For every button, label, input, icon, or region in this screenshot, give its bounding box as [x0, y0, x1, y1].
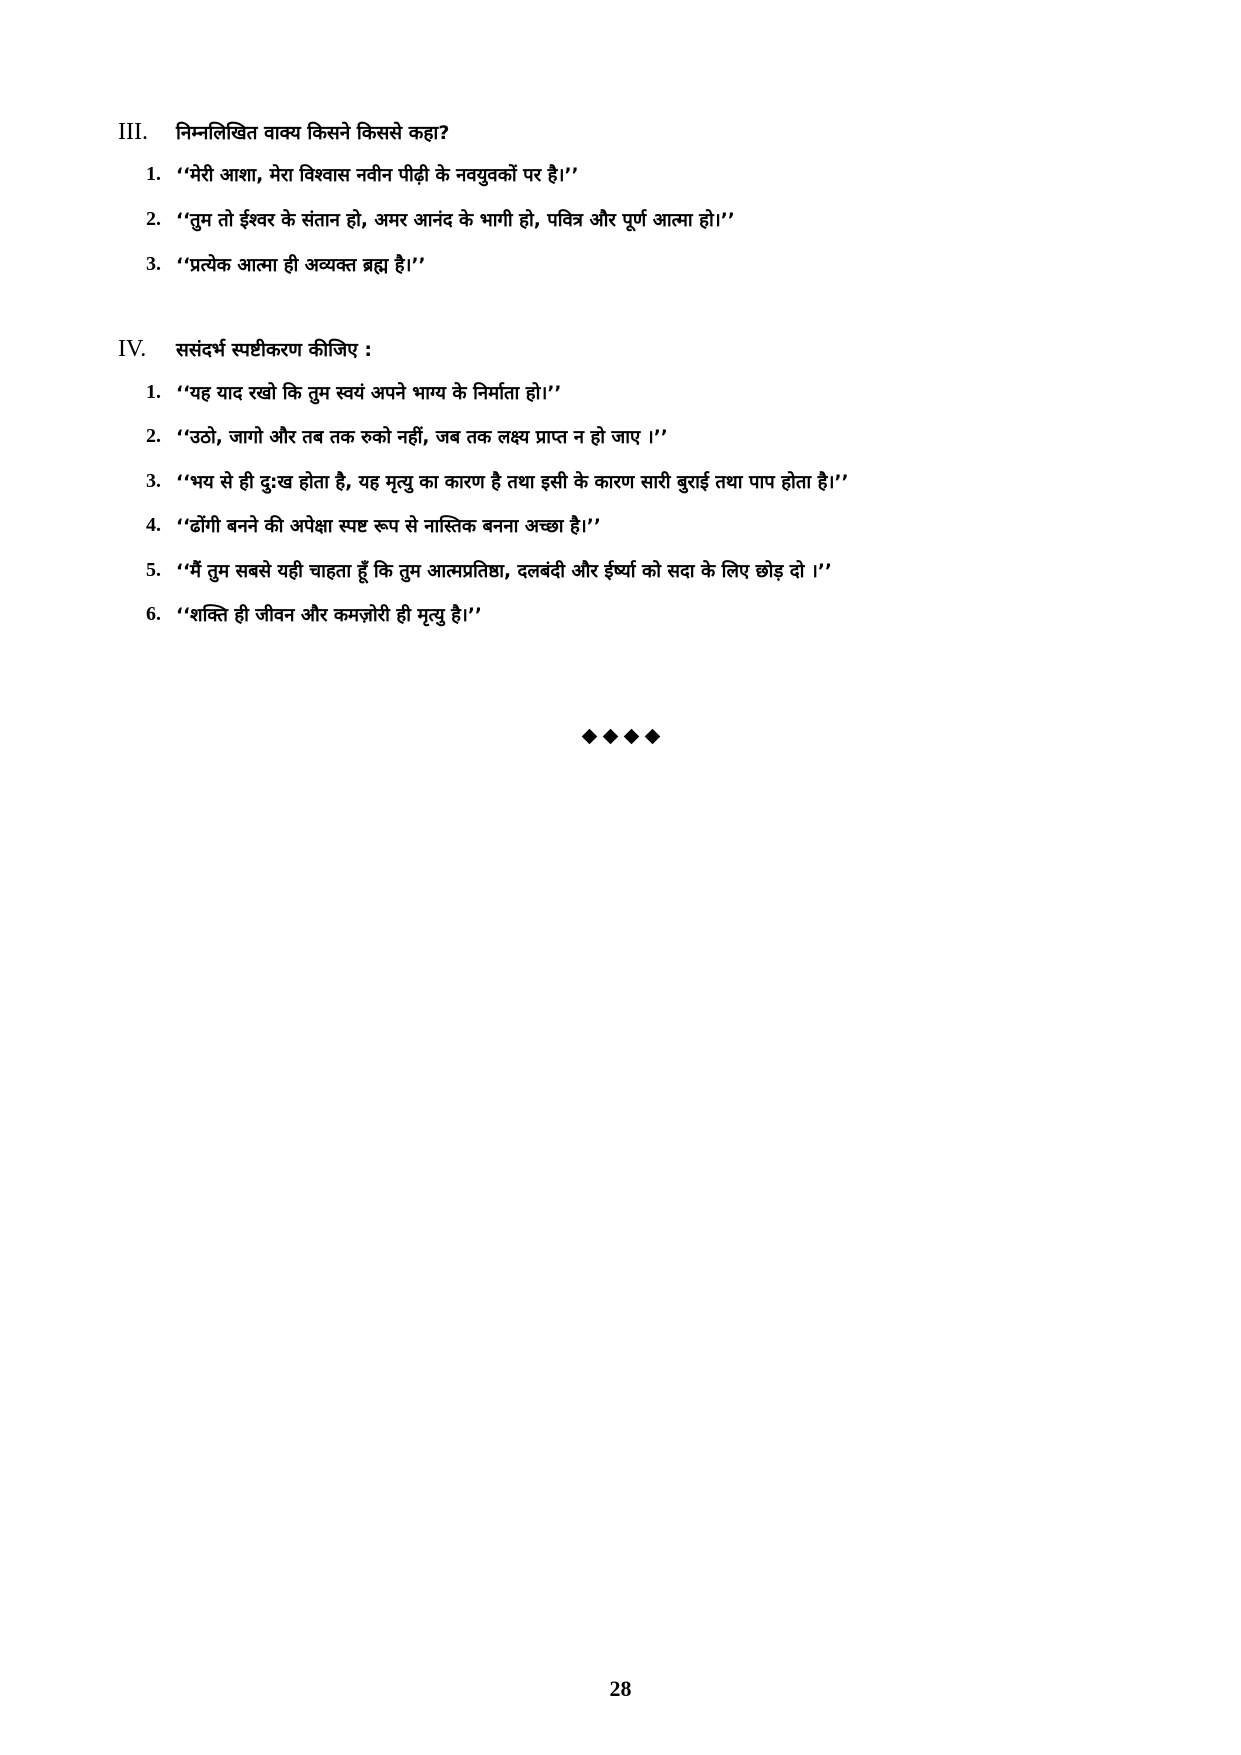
section-4-question — [146, 594, 482, 634]
section-3-question — [146, 244, 426, 284]
section-4-title: ससंदर्भ स्पष्टीकरण कीजिए : — [176, 339, 372, 361]
section-4-heading — [118, 329, 372, 369]
section-4-question — [146, 461, 849, 501]
question-text: ‘‘यह याद रखो कि तुम स्वयं अपने भाग्य के निर्माता हो।’’ — [176, 382, 562, 404]
question-number: 2. — [146, 207, 161, 230]
question-text: ‘‘शक्ति ही जीवन और कमज़ोरी ही मृत्यु है।’’ — [176, 604, 482, 626]
diamond-icon — [581, 729, 597, 745]
question-text: ‘‘मेरी आशा, मेरा विश्वास नवीन पीढ़ी के नवयुवकों पर है।’’ — [176, 164, 579, 186]
section-4-roman-numeral: IV. — [118, 335, 147, 362]
section-4-question — [146, 372, 561, 412]
section-3-heading — [118, 112, 449, 152]
section-3-question — [146, 199, 735, 239]
section-3-roman-numeral: III. — [118, 118, 148, 145]
question-number: 2. — [146, 424, 161, 447]
question-text: ‘‘उठो, जागो और तब तक रुको नहीं, जब तक लक्ष्य प्राप्त न हो जाए ।’’ — [176, 426, 668, 448]
question-number: 3. — [146, 469, 161, 492]
diamond-icon — [644, 729, 660, 745]
question-text: ‘‘ढोंगी बनने की अपेक्षा स्पष्ट रूप से नास्तिक बनना अच्छा है।’’ — [176, 515, 601, 537]
question-number: 1. — [146, 380, 161, 403]
section-3-question — [146, 154, 579, 194]
section-3-title: निम्नलिखित वाक्य किसने किससे कहा? — [176, 122, 450, 144]
diamond-icon — [602, 729, 618, 745]
question-number: 6. — [146, 602, 161, 625]
diamond-icon — [623, 729, 639, 745]
question-number: 3. — [146, 252, 161, 275]
question-text: ‘‘भय से ही दु:ख होता है, यह मृत्यु का कारण है तथा इसी के कारण सारी बुराई तथा पाप होता है।’’ — [176, 471, 849, 493]
question-text: ‘‘तुम तो ईश्वर के संतान हो, अमर आनंद के भागी हो, पवित्र और पूर्ण आत्मा हो।’’ — [176, 209, 735, 231]
question-number: 5. — [146, 558, 161, 581]
page-number: 28 — [609, 1676, 632, 1701]
section-4-question — [146, 550, 832, 590]
section-4-question — [146, 416, 668, 456]
question-number: 4. — [146, 513, 161, 536]
section-4-question — [146, 505, 601, 545]
question-text: ‘‘प्रत्येक आत्मा ही अव्यक्त ब्रह्म है।’’ — [176, 254, 426, 276]
diamond-divider — [0, 722, 1241, 752]
question-number: 1. — [146, 162, 161, 185]
question-text: ‘‘मैं तुम सबसे यही चाहता हूँ कि तुम आत्मप्रतिष्ठा, दलबंदी और ईर्ष्या को सदा के लिए छोड़ दो ।’’ — [176, 560, 832, 582]
